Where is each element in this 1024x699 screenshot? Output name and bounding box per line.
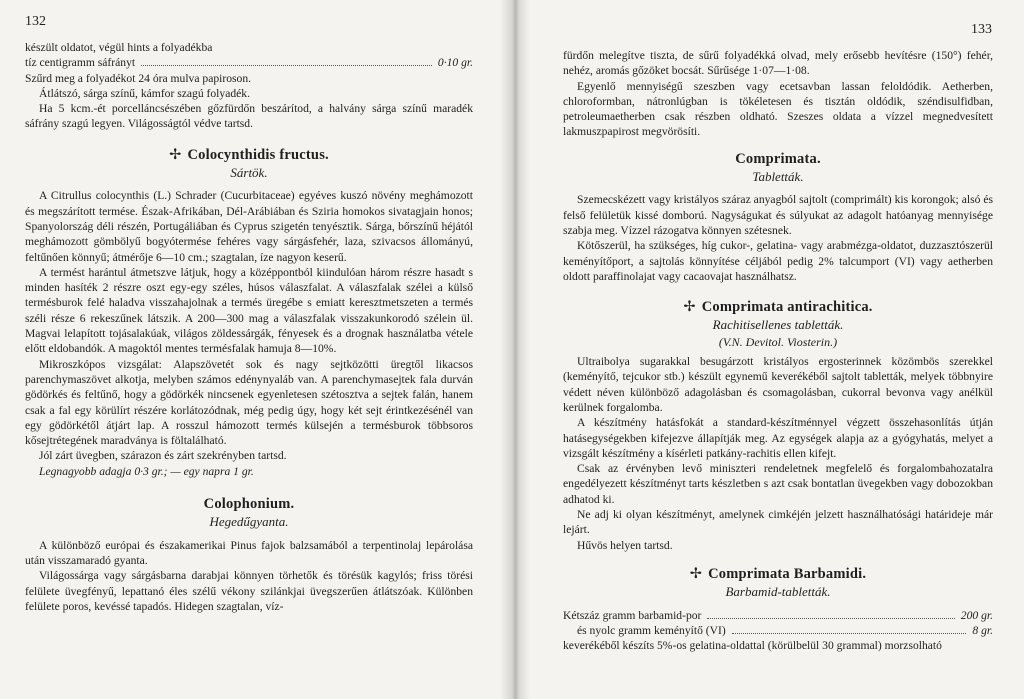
page-number-left: 132 [25, 14, 46, 29]
starch-row [563, 623, 993, 638]
antirachitica-heading: ✢ Comprimata antirachitica. [683, 299, 873, 316]
dot-leader [707, 618, 954, 619]
antirachitica-p3: Csak az érvényben levő miniszteri rendeletnek megfelelő és forgalombahozatalra engedélyezett készítményt tarts készletben s azt csak bontatlan üvegekben vagy dobozokban adhatod ki. [563, 462, 993, 506]
barbamid-qty: 200 gr. [960, 608, 993, 622]
dot-leader [732, 633, 967, 634]
colocynthidis-p4: Jól zárt üvegben, szárazon és zárt szekrényben tartsd. [39, 449, 287, 463]
antirachitica-p5: Hűvös helyen tartsd. [577, 538, 673, 552]
solubility-text: Egyenlő mennyiségű szeszben vagy ecetsavban lassan feloldódik. Aetherben, chloroformban, nátronlúgban is tökéletesen és tisztán oldódik, széndisulfidban, petroleumaetherben csak részben oldható. Szeszes oldata a vízzel megnedvesített lakmuszpapirost megvörösíti. [563, 79, 993, 139]
starch-qty: 8 gr. [972, 623, 993, 637]
colocynthidis-p1: A Citrullus colocynthis (L.) Schrader (Cucurbitaceae) egyéves kuszó növény meghámozott és megszárított termése. Észak-Afrikában, Dél-Arábiában és Sziria homokos sivatagjain honos; Spanyolország déli részén, Portugáliában és Cyprus szigetén tenyésztik. Sárga, bőrszínű héjától meghámozott gömbölyű bogyótermése fehéres vagy sárgásfehér, laza, szivacsos állományú, feltűnően könnyű; átmérője 6—10 cm.; szagtalan, íze nagyon keserű. [25, 189, 473, 264]
left-page [22, 0, 492, 699]
comprimata-heading: Comprimata. [735, 150, 821, 167]
saffron-row [25, 55, 473, 70]
colophonium-subtitle: Hegedűgyanta. [209, 514, 289, 530]
barbamid-label: Kétszáz gramm barbamid-por [563, 608, 702, 622]
colophonium-heading: Colophonium. [203, 496, 295, 513]
test-text: Ha 5 kcm.-ét porcelláncsészében gőzfürdőn beszárítod, a halvány sárga színű maradék sáfrány szagú legyen. Világosságtól védve tartsd. [25, 102, 473, 131]
antirachitica-p4: Ne adj ki olyan készítményt, amelynek cimkéjén jelzett használhatósági határideje már lejárt. [563, 508, 993, 537]
antirachitica-p1: Ultraibolya sugarakkal besugárzott kristályos ergosterinnek közömbös szerekkel (keményítő, tejcukor stb.) készült egynemű keverékéből sajtolt tabletták, melyek többnyire védett néven különböző adagolásban és csomagolásban, cukorral bevonva vagy anélkül kerülnek forgalomba. [563, 355, 993, 414]
intro-line: készült oldatot, végül hints a folyadékba [25, 41, 213, 54]
cross-icon: ✢ [689, 565, 703, 582]
cross-icon: ✢ [683, 299, 696, 316]
colocynthidis-p3: Mikroszkópos vizsgálat: Alapszövetét sok és nagy sejtközötti üregtől likacsos parenchymaszövet alkotja, melyben számos edénynyaláb van. A parenchymasejtek fala durván gödörkés és feltűnő, hogy a gödörkék nincsenek egyenletesen szétosztva a sejtek falán, hanem csak a fal egy körülírt részére korlátozódnak, még pedig úgy, hogy két sejt érintkezésénél van egy gödörkétől átjárt lap. A rosszul hámozott termés külsején a termésburok többsoros kősejtrétegének maradványa is föltalálható. [25, 357, 473, 448]
melting-text: fürdőn melegítve tiszta, de sűrű folyadékká olvad, mely erősebb hevítésre (150°) fehér, nehéz, aromás gőzöket bocsát. Sűrűsége 1·07—1·08. [563, 49, 993, 78]
filter-text: Szűrd meg a folyadékot 24 óra mulva papiroson. [25, 71, 252, 85]
colocynthidis-heading: ✢ Colocynthidis fructus. [169, 146, 329, 163]
right-page [560, 0, 1020, 699]
antirachitica-p2: A készítmény hatásfokát a standard-készítménnyel végzett összehasonlítás útján hatásegységekben kifejezve állapítják meg. Az egységek alapja az a gyógyhatás, melyet a vizsgált készítmény a kísérleti patkány-rachitis ellen kifejt. [563, 416, 993, 460]
barbamidi-subtitle: Barbamid-tabletták. [725, 584, 831, 600]
comprimata-subtitle: Tabletták. [752, 169, 804, 185]
colocynthidis-subtitle: Sártök. [230, 165, 268, 181]
appearance-text: Átlátszó, sárga színű, kámfor szagú folyadék. [39, 86, 250, 100]
barbamidi-p1: keverékéből készíts 5%-os gelatina-oldattal (körülbelül 30 grammal) morzsolható [563, 639, 942, 653]
comprimata-p1: Szemecskézett vagy kristályos száraz anyagból sajtolt (comprimált) kis korongok; alsó és felső felületük kissé domború. Nagyságukat és súlyukat az adagolt hatóanyag mennyisége szabja meg. Vízzel rázogatva könnyen szétesnek. [563, 193, 993, 237]
saffron-label: tíz centigramm sáfrányt [25, 56, 136, 70]
antirachitica-authors: (V.N. Devitol. Viosterin.) [718, 334, 838, 349]
left-column [25, 40, 473, 614]
antirachitica-subtitle: Rachitisellenes tabletták. [712, 317, 844, 333]
saffron-qty: 0·10 gr. [437, 56, 473, 70]
colocynthidis-p2: A termést harántul átmetszve látjuk, hogy a középpontból kiindulóan három részre hasadt s minden hasíték 2 részre oszt egy-egy széles, húsos válaszfalat. A válaszfalak szélei a külső termésburok felé haladva visszahajolnak a termés üregébe s emiatt keresztmetszeten a termés széli része 6 rekeszűnek látszik. A 200—300 mag a válaszfalak visszakunkorodó szélein ül. Magvai lelapított tojásalakúak, világos zöldessárgák, fényesek és a drognak használatba vétele előtt eldobandók. A magoktól mentes termésfalak hamuja 8—10%. [25, 265, 473, 356]
comprimata-p2: Kötőszerül, ha szükséges, híg cukor-, gelatina- vagy arabmézga-oldatot, duzzasztószerül keményítőport, a sajtolás könnyítése céljából pedig 2% talcumport (VI) vagy aetherben oldott paraffinolajat vagy cacaovajat használhatsz. [563, 239, 993, 283]
right-column [563, 48, 993, 653]
starch-label: és nyolc gramm keményítő (VI) [577, 623, 726, 637]
colophonium-p2: Világossárga vagy sárgásbarna darabjai könnyen törhetők és törésük kagylós; friss törési felülete üvegfényű, lepattanó éles szélű vékony szilánkjai üvegszerűen átlátszóak. Különben felülete poros, kevéssé tapadós. Hidegen szagtalan, víz- [25, 569, 473, 613]
colophonium-p1: A különböző európai és északamerikai Pinus fajok balzsamából a terpentinolaj lepárolása után visszamaradó gyanta. [25, 538, 473, 567]
colocynthidis-dose: Legnagyobb adagja 0·3 gr.; — egy napra 1 gr. [39, 464, 254, 478]
cross-icon: ✢ [169, 146, 182, 163]
barbamid-row [563, 608, 993, 623]
barbamidi-heading: ✢ Comprimata Barbamidi. [689, 565, 867, 582]
book-gutter [500, 0, 530, 699]
page-number-right: 133 [971, 22, 992, 37]
dot-leader [141, 65, 432, 66]
